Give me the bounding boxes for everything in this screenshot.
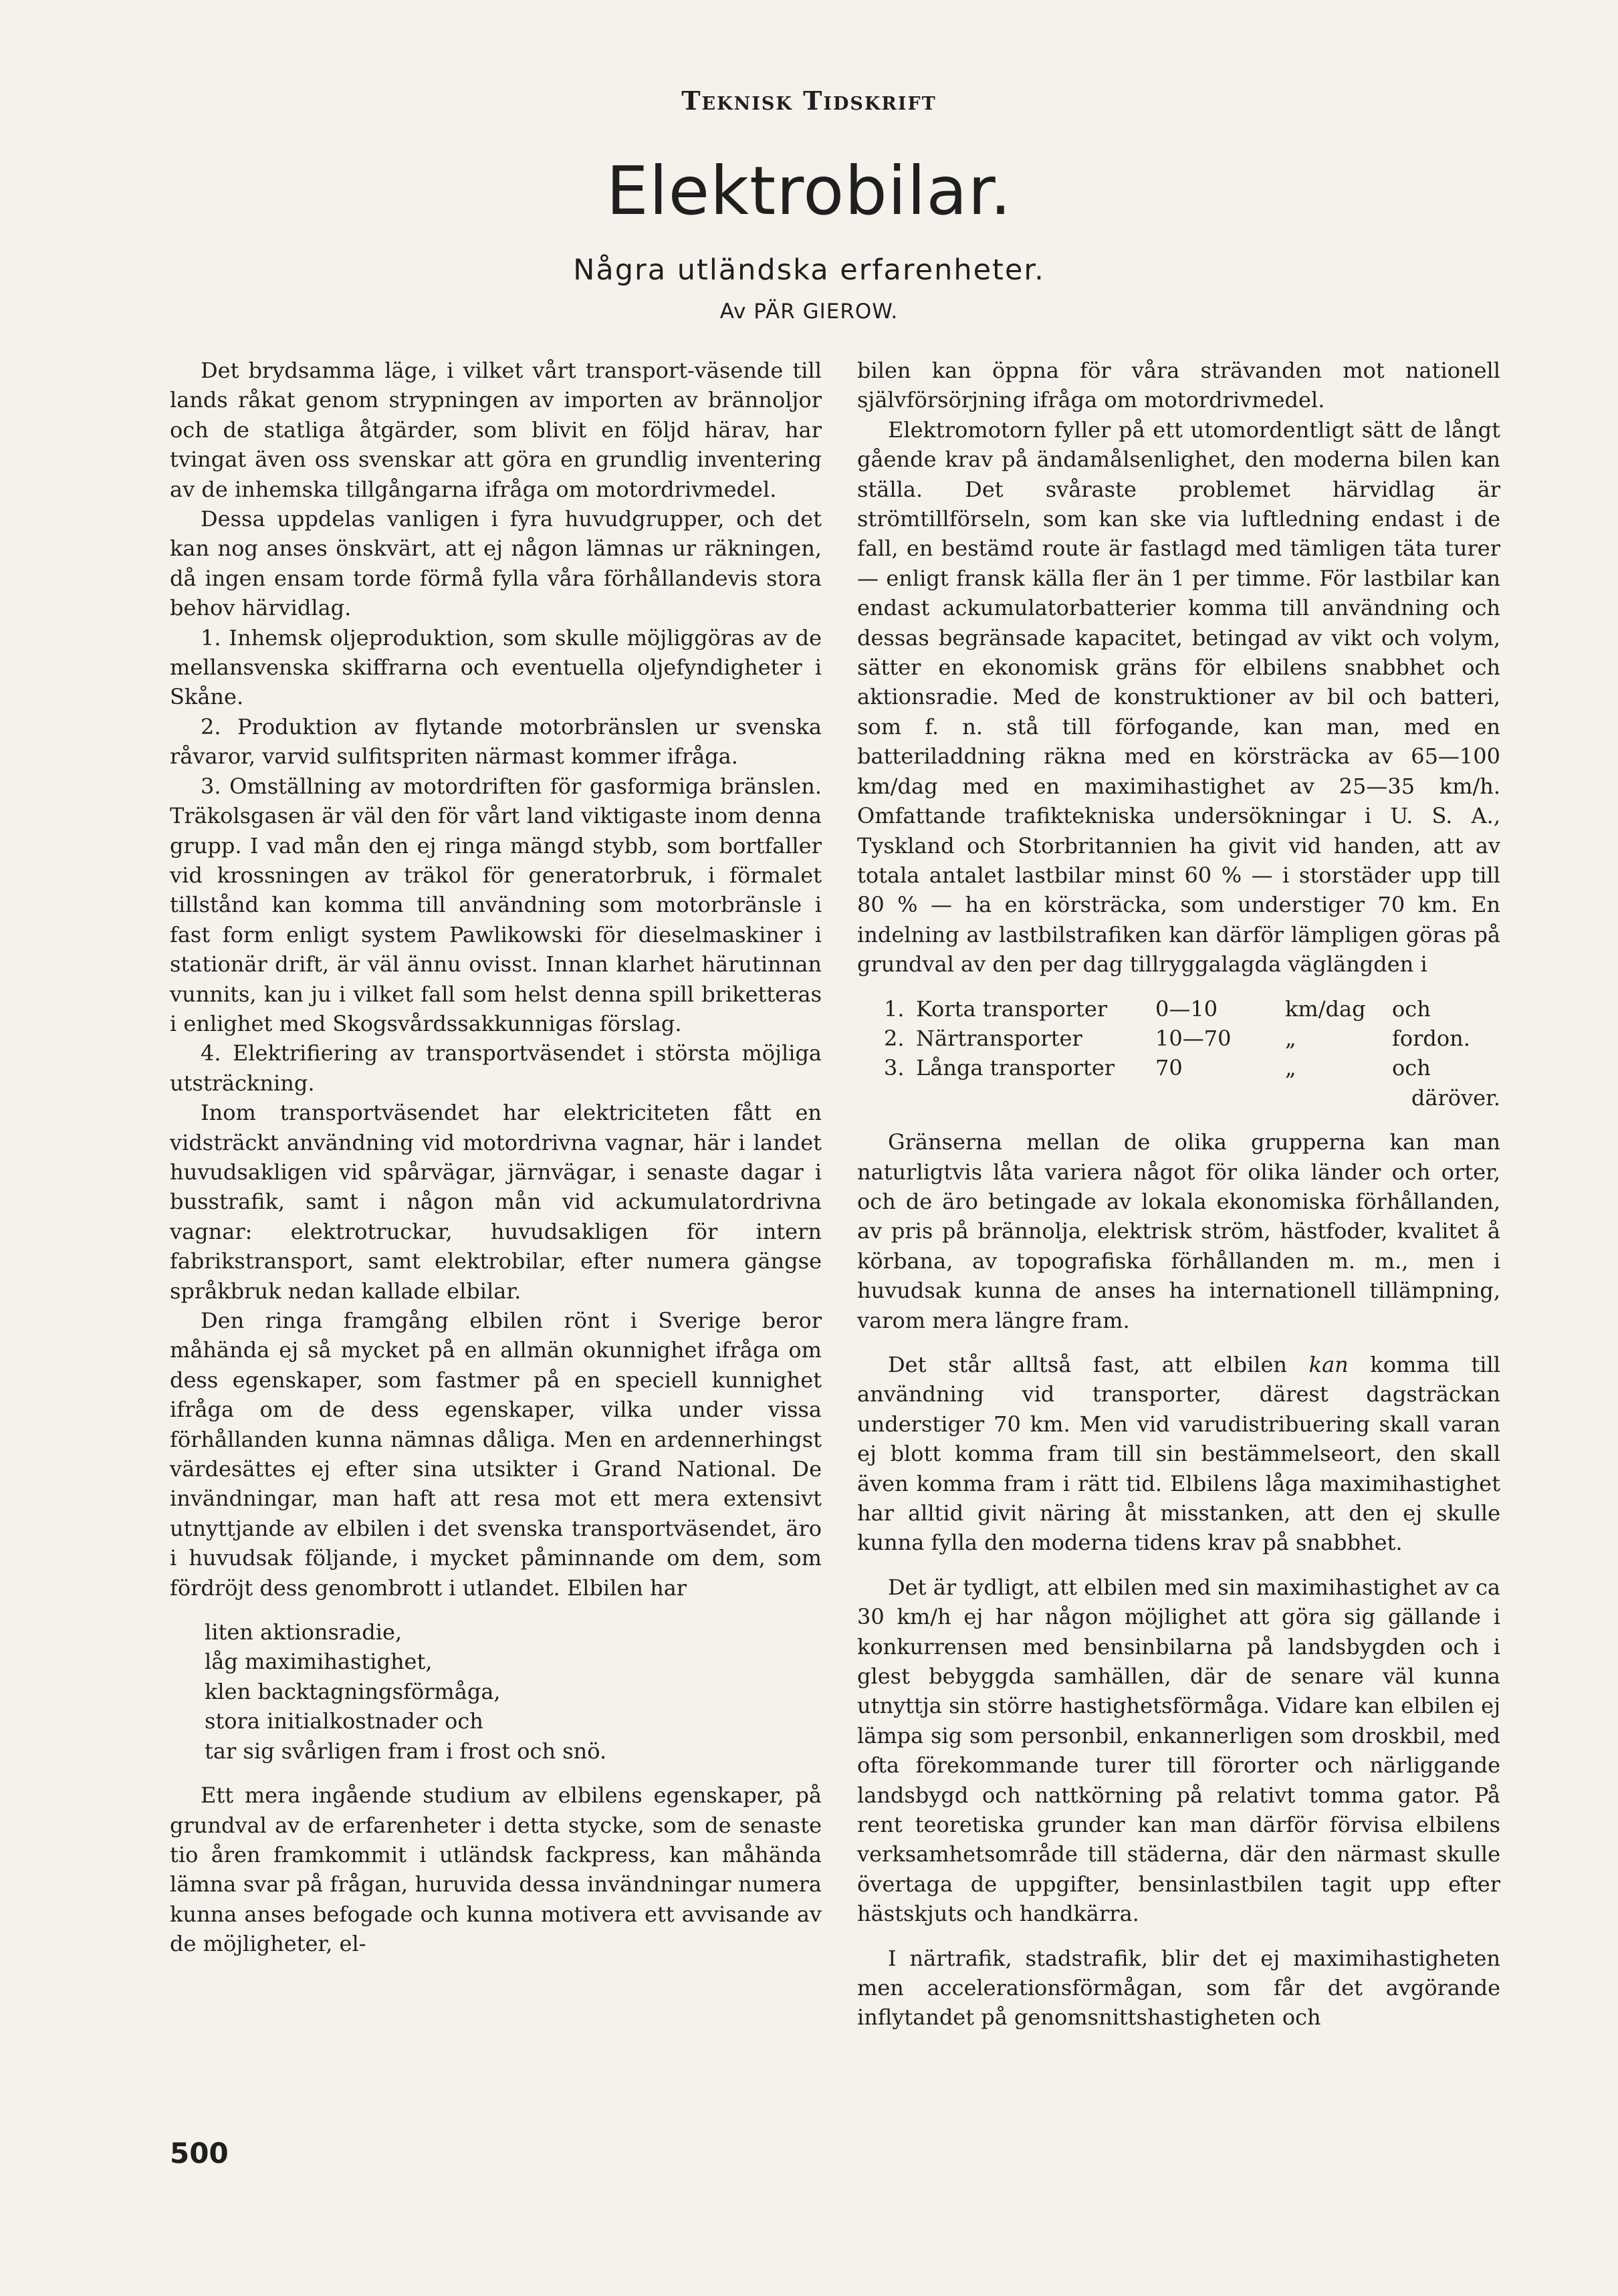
- row-name: Korta transporter: [916, 996, 1108, 1022]
- trait-item: låg maximihastighet,: [205, 1649, 433, 1675]
- paragraph: Det är tydligt, att elbilen med sin maximihastighet av ca 30 km/h ej har någon möjlighet att göra sig gällande i konkurrensen med bensinbilarna på landsbygden och i glest bebyggda samhällen, där de senare väl kunna utnyttja sin större hastighetsförmåga. Vidare kan elbilen ej lämpa sig som personbil, enkannerligen som droskbil, med ofta förekommande turer till förorter och närliggande landsbygd och nattkörning på relativt tomma gator. På rent teoretiska grunder kan man därför förvisa elbilens verksamhetsområde till städerna, där den närmast skulle övertaga de uppgifter, bensinlastbilen tagit upp efter hästskjuts och handkärra.: [857, 1574, 1500, 1927]
- trait-item: stora initialkostnader och: [205, 1708, 483, 1734]
- continuation-text: däröver.: [1411, 1084, 1500, 1111]
- row-unit: „: [1285, 1025, 1296, 1051]
- text-run: Det står alltså fast, att elbilen: [888, 1351, 1309, 1377]
- list-item: 3. Omställning av motordriften för gasformiga bränslen. Träkolsgasen är väl den för vårt land viktigaste inom denna grupp. I vad mån den ej ringa mängd stybb, som bortfaller vid krossningen av träkol för generatorbruk, i förmalet tillstånd kan komma till användning som motorbränsle i fast form enligt system Pawlikowski för dieselmaskiner i stationär drift, är väl ännu ovisst. Innan klarhet härutinnan vunnits, kan ju i vilket fall som helst denna spill briketteras i enlighet med Skogsvårdssakkunnigas förslag.: [170, 773, 822, 1036]
- row-unit: „: [1285, 1055, 1296, 1081]
- trait-item: liten aktionsradie,: [205, 1619, 402, 1645]
- row-range: 10—70: [1155, 1025, 1232, 1051]
- row-name: Närtransporter: [916, 1025, 1082, 1051]
- row-number: 3.: [884, 1055, 905, 1081]
- transport-row-continuation: [884, 1083, 1500, 1113]
- paragraph: Ett mera ingående studium av elbilens egenskaper, på grundval av de erfarenheter i detta stycke, som de senaste tio åren framkommit i utländsk fackpress, kan måhända lämna svar på frågan, huruvida dessa invändningar numera kunna anses befogade och kunna motivera ett avvisande av de möjligheter, el-: [170, 1783, 822, 1957]
- list-item: 2. Produktion av flytande motorbränslen ur svenska råvaror, varvid sulfitspriten närmast kommer ifråga.: [170, 713, 822, 770]
- author-byline: Av PÄR GIEROW.: [719, 300, 899, 324]
- paragraph: Gränserna mellan de olika grupperna kan man naturligtvis låta variera något för olika länder och orter, och de äro betingade av lokala ekonomiska förhållanden, av pris på brännolja, elektrisk ström, hästfoder, kvalitet å körbana, av topografiska förhållanden m. m., men i huvudsak kunna de anses ha internationell tillämpning, varom mera längre fram.: [857, 1129, 1500, 1333]
- paragraph: [857, 1350, 1500, 1558]
- article-title: Elektrobilar.: [606, 152, 1012, 230]
- row-number: 1.: [884, 996, 905, 1022]
- row-range: 70: [1155, 1055, 1183, 1081]
- list-item: 1. Inhemsk oljeproduktion, som skulle möjliggöras av de mellansvenska skiffrarna och eventuella oljefyndigheter i Skåne.: [170, 624, 822, 710]
- paragraph: Elektromotorn fyller på ett utomordentligt sätt de långt gående krav på ändamålsenlighet, den moderna bilen kan ställa. Det svåraste problemet härvidlag är strömtillförseln, som kan ske via luftledning endast i de fall, en bestämd route är fastlagd med tämligen täta turer — enligt fransk källa fler än 1 per timme. För lastbilar kan endast ackumulatorbatterier komma till användning och dessas begränsade kapacitet, betingad av vikt och volym, sätter en ekonomisk gräns för elbilens snabbhet och aktionsradie. Med de konstruktioner av bil och batteri, som f. n. stå till förfogande, kan man, med en batteriladdning räkna med en körsträcka av 65—100 km/dag med en maximihastighet av 25—35 km/h. Omfattande trafiktekniska undersökningar i U. S. A., Tyskland och Storbritannien ha givit vid handen, att av totala antalet lastbilar minst 60 % — i storstäder upp till 80 % — ha en körsträcka, som understiger 70 km. En indelning av lastbilstrafiken kan därför lämpligen göras på grundval av den per dag tillryggalagda väglängden i: [857, 417, 1500, 978]
- trait-item: tar sig svårligen fram i frost och snö.: [205, 1738, 607, 1764]
- transport-row: [884, 1053, 1500, 1082]
- paragraph: Dessa uppdelas vanligen i fyra huvudgrupper, och det kan nog anses önskvärt, att ej någon lämnas ur räkningen, då ingen ensam torde förmå fylla våra förhållandevis stora behov härvidlag.: [170, 506, 822, 621]
- paragraph: Den ringa framgång elbilen rönt i Sverige beror måhända ej så mycket på en allmän okunnighet ifråga om dess egenskaper, som fastmer på en speciell kunnighet ifråga om de dess egenskaper, vilka under vissa förhållanden kunna nämnas dåliga. Men en ardennerhingst värdesättes ej efter sina utsikter i Grand National. De invändningar, man haft att resa mot ett mera extensivt utnyttjande av elbilen i det svenska transportväsendet, äro i huvudsak följande, i mycket påminnande om dem, som fördröjt dess genombrott i utlandet. Elbilen har: [170, 1308, 822, 1601]
- page-number: 500: [170, 2137, 229, 2170]
- journal-name: Teknisk Tidskrift: [681, 86, 937, 116]
- transport-row: [884, 1024, 1500, 1053]
- trait-item: klen backtagningsförmåga,: [205, 1678, 501, 1704]
- row-unit: km/dag: [1285, 996, 1366, 1022]
- paragraph: I närtrafik, stadstrafik, blir det ej maximihastigheten men accelerationsförmågan, som får det avgörande inflytandet på genomsnittshastigheten och: [857, 1945, 1500, 2031]
- paragraph: Det brydsamma läge, i vilket vårt transport-väsende till lands råkat genom strypningen av importen av brännoljor och de statliga åtgärder, som blivit en följd härav, har tvingat även oss svenskar att göra en grundlig inventering av de inhemska tillgångarna ifråga om motordrivmedel.: [170, 358, 822, 502]
- traits-list: [205, 1617, 822, 1766]
- right-column: [857, 356, 1500, 2033]
- row-name: Långa transporter: [916, 1055, 1115, 1081]
- row-range: 0—10: [1155, 996, 1218, 1022]
- list-item: 4. Elektrifiering av transportväsendet i största möjliga utsträckning.: [170, 1040, 822, 1096]
- transport-categories: [884, 994, 1500, 1113]
- text-run: komma till användning vid transporter, därest dagsträckan understiger 70 km. Men vid varudistribuering skall varan ej blott komma fram till sin bestämmelseort, den skall även komma fram i rätt tid. Elbilens låga maximihastighet har alltid givit näring åt misstanken, att den ej skulle kunna fylla den moderna tidens krav på snabbhet.: [857, 1351, 1501, 1556]
- row-number: 2.: [884, 1025, 905, 1051]
- left-column: [170, 356, 822, 1959]
- article-subtitle: Några utländska erfarenheter.: [573, 253, 1045, 287]
- emphasis: kan: [1308, 1351, 1349, 1377]
- row-extra: och: [1392, 1055, 1431, 1081]
- row-extra: och fordon.: [1392, 996, 1470, 1051]
- paragraph: bilen kan öppna för våra strävanden mot nationell självförsörjning ifråga om motordrivmedel.: [857, 358, 1500, 413]
- paragraph: Inom transportväsendet har elektriciteten fått en vidsträckt användning vid motordrivna vagnar, här i landet huvudsakligen vid spårvägar, järnvägar, i senaste dagar i busstrafik, samt i någon mån vid ackumulatordrivna vagnar: elektrotruckar, huvudsakligen för intern fabrikstransport, samt elektrobilar, efter numera gängse språkbruk nedan kallade elbilar.: [170, 1100, 822, 1304]
